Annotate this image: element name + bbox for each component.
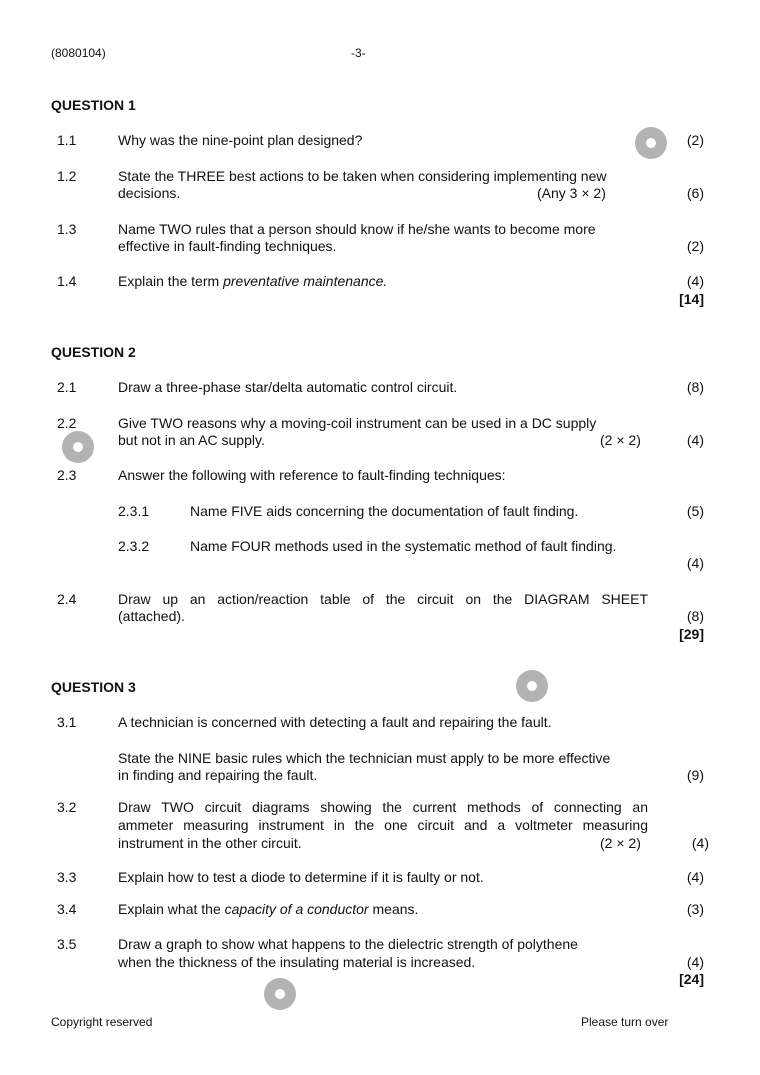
question-text: Answer the following with reference to fault-finding techniques: (118, 467, 506, 483)
question-mark: (4) (686, 869, 704, 885)
paper-code: (8080104) (51, 46, 106, 60)
footer-turn-over: Please turn over (581, 1015, 669, 1029)
question-text: Draw a three-phase star/delta automatic control circuit. (118, 379, 458, 395)
subquestion-number: 2.3.2 (118, 538, 150, 554)
question-text: Explain how to test a diode to determine if it is faulty or not. (118, 869, 484, 885)
question-number: 1.3 (57, 221, 77, 237)
subquestion-number: 2.3.1 (118, 503, 150, 519)
page-number: -3- (351, 46, 366, 60)
question-mark: (4) (686, 432, 704, 448)
question-text: ammeter measuring instrument in the one circuit and a voltmeter measuring (118, 817, 648, 833)
question-2-title: QUESTION 2 (51, 344, 136, 360)
question-mark: (2) (686, 238, 704, 254)
question-number: 1.2 (57, 168, 77, 184)
punch-hole-icon (62, 431, 94, 463)
question-number: 3.3 (57, 869, 77, 885)
question-number: 2.4 (57, 591, 77, 607)
question-mark: (6) (686, 185, 704, 201)
question-mark: (3) (686, 901, 704, 917)
question-text: State the NINE basic rules which the technician must apply to be more effective (118, 750, 611, 766)
question-text: effective in fault-finding techniques. (118, 238, 337, 254)
footer-copyright: Copyright reserved (51, 1015, 153, 1029)
question-text: Draw TWO circuit diagrams showing the current methods of connecting an (118, 799, 648, 815)
question-text: decisions. (118, 185, 181, 201)
question-text: when the thickness of the insulating material is increased. (118, 954, 476, 970)
mark-allocation: (2 × 2) (600, 432, 641, 448)
question-mark: (4) (686, 273, 704, 289)
question-text: Name FIVE aids concerning the documentation of fault finding. (190, 503, 579, 519)
question-text: Explain what the capacity of a conductor means. (118, 901, 419, 917)
question-mark: (8) (686, 379, 704, 395)
question-text: (attached). (118, 608, 185, 624)
question-text: Name FOUR methods used in the systematic method of fault finding. (190, 538, 617, 554)
question-total: [29] (679, 626, 704, 642)
question-text: in finding and repairing the fault. (118, 767, 318, 783)
question-number: 1.4 (57, 273, 77, 289)
question-text: Give TWO reasons why a moving-coil instrument can be used in a DC supply (118, 415, 597, 431)
question-total: [24] (679, 971, 704, 987)
question-number: 3.1 (57, 714, 77, 730)
question-text: but not in an AC supply. (118, 432, 265, 448)
question-mark: (5) (686, 503, 704, 519)
question-mark: (4) (686, 954, 704, 970)
punch-hole-icon (635, 127, 667, 159)
mark-allocation: (Any 3 × 2) (537, 185, 606, 201)
question-text: Draw up an action/reaction table of the circuit on the DIAGRAM SHEET (118, 591, 648, 607)
punch-hole-icon (264, 978, 296, 1010)
punch-hole-icon (516, 670, 548, 702)
question-total: [14] (679, 291, 704, 307)
question-text: State the THREE best actions to be taken when considering implementing new (118, 168, 607, 184)
question-mark: (2) (686, 132, 704, 148)
question-text: Why was the nine-point plan designed? (118, 132, 363, 148)
question-number: 2.2 (57, 415, 77, 431)
italic-term: preventative maintenance. (223, 273, 388, 289)
question-mark: (9) (686, 767, 704, 783)
question-text: A technician is concerned with detecting a fault and repairing the fault. (118, 714, 552, 730)
question-text: Explain the term preventative maintenance. (118, 273, 388, 289)
question-mark: (8) (686, 608, 704, 624)
italic-term: capacity of a conductor (224, 901, 369, 917)
question-mark: (4) (691, 835, 709, 851)
question-text: Draw a graph to show what happens to the dielectric strength of polythene (118, 936, 578, 952)
question-number: 3.4 (57, 901, 77, 917)
question-1-title: QUESTION 1 (51, 97, 136, 113)
question-3-title: QUESTION 3 (51, 679, 136, 695)
question-number: 3.2 (57, 799, 77, 815)
mark-allocation: (2 × 2) (600, 835, 641, 851)
question-number: 3.5 (57, 936, 77, 952)
question-text: Name TWO rules that a person should know if he/she wants to become more (118, 221, 596, 237)
question-text: instrument in the other circuit. (118, 835, 302, 851)
question-mark: (4) (686, 555, 704, 571)
question-number: 2.3 (57, 467, 77, 483)
question-number: 2.1 (57, 379, 77, 395)
question-number: 1.1 (57, 132, 77, 148)
